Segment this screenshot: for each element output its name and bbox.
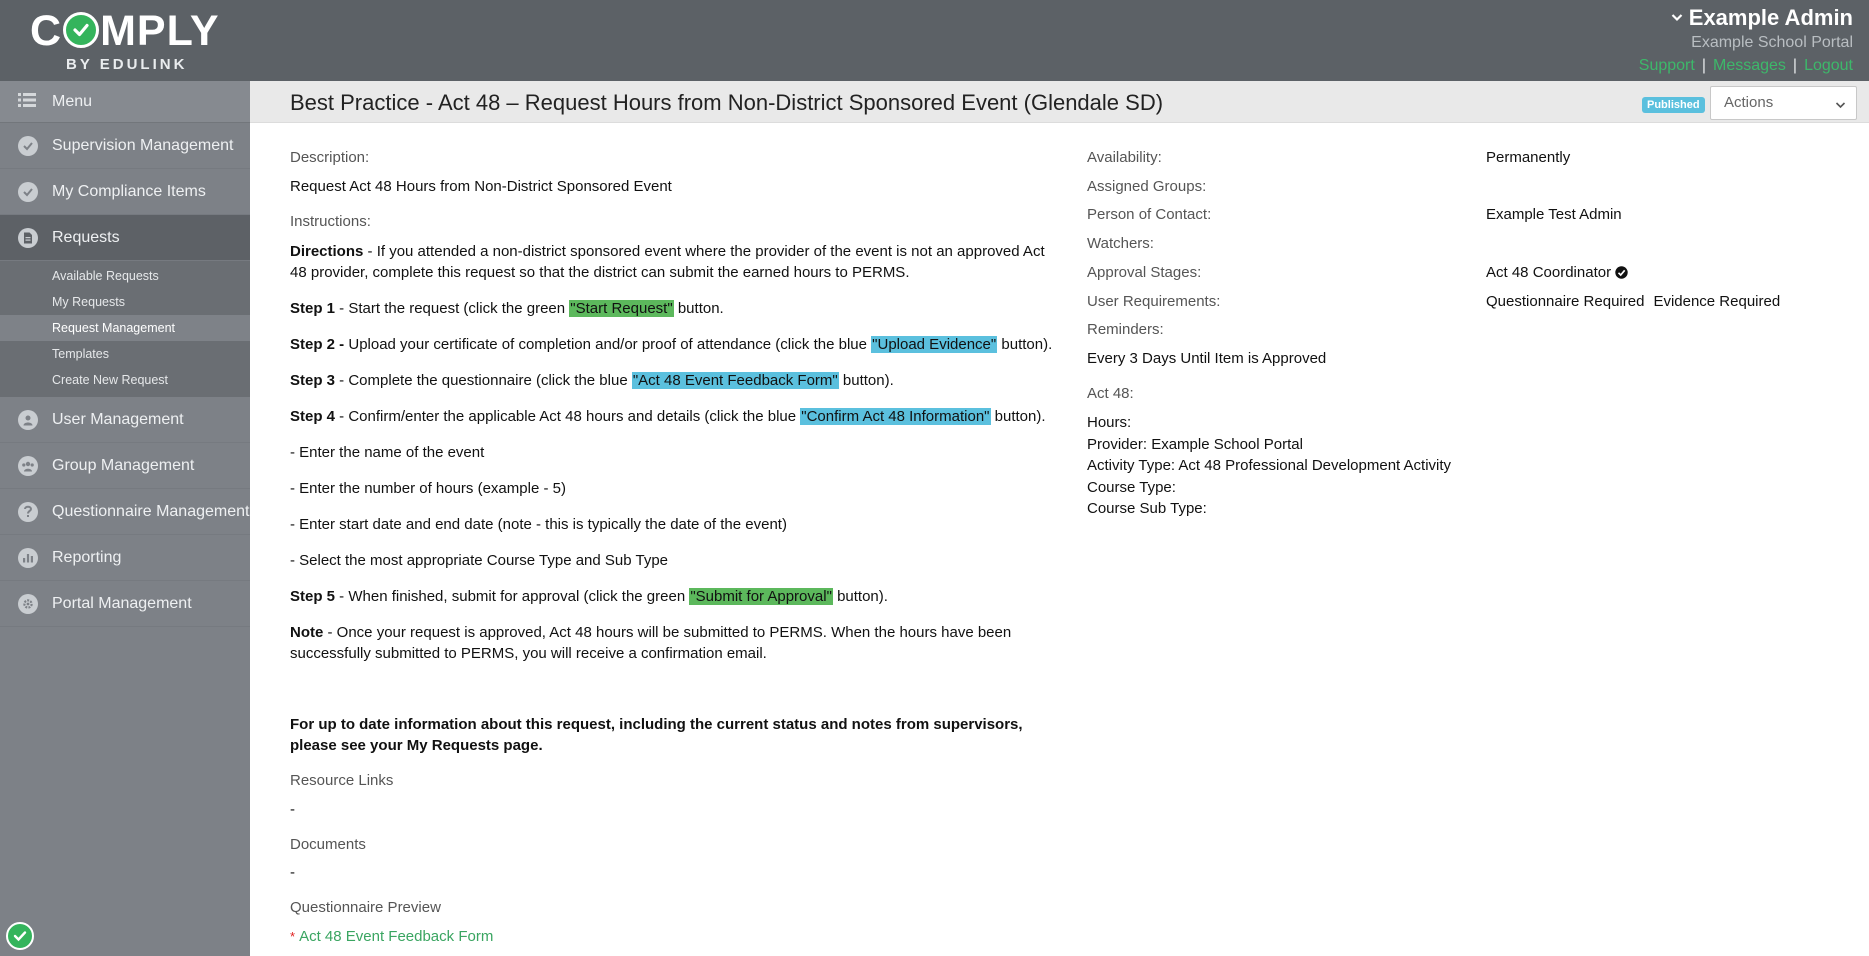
logo-text-right: MPLY — [100, 7, 220, 55]
directions-text: - If you attended a non-district sponsored event where the provider of the event is not an approved Act 48 provider, complete this request so that the district can submit the earned hours to PERMS. — [290, 243, 1045, 281]
step-2-paragraph — [290, 334, 1170, 355]
question-icon — [18, 502, 38, 522]
approval-stage-name: Act 48 Coordinator — [1486, 264, 1612, 281]
resource-links-label: Resource Links — [290, 772, 394, 789]
step-5-text: - When finished, submit for approval (click the green — [335, 588, 690, 605]
step-2-heading: Step 2 - — [290, 336, 345, 353]
availability-value: Permanently — [1486, 149, 1571, 166]
sidebar-item-label: Reporting — [52, 548, 122, 566]
group-icon — [18, 456, 38, 476]
step-2-text: Upload your certificate of completion and/or proof of attendance (click the blue — [344, 336, 872, 353]
upload-evidence-highlight: "Upload Evidence" — [872, 336, 997, 353]
step-5-text-end: button). — [832, 588, 888, 605]
gear-icon — [18, 594, 38, 614]
sidebar — [0, 81, 250, 956]
sidebar-item-reporting[interactable] — [0, 535, 250, 581]
assigned-groups-label: Assigned Groups: — [1087, 178, 1207, 195]
sidebar-subitem-request-management[interactable]: Request Management — [0, 315, 250, 341]
instructions-label: Instructions: — [290, 213, 371, 230]
step-3-heading: Step 3 — [290, 372, 336, 389]
sidebar-item-user-management[interactable] — [0, 397, 250, 443]
messages-link[interactable]: Messages — [1712, 57, 1786, 74]
sidebar-item-questionnaire-management[interactable] — [0, 489, 250, 535]
sidebar-subitem-my-requests[interactable]: My Requests — [52, 295, 125, 309]
step-3-text: - Complete the questionnaire (click the blue — [335, 372, 632, 389]
bar-chart-icon — [18, 548, 38, 568]
user-requirements-value — [1486, 293, 1780, 310]
title-bar — [250, 81, 1869, 123]
chevron-down-icon — [1835, 96, 1846, 113]
step-1-text-end: button. — [673, 300, 724, 317]
portal-name: Example School Portal — [1691, 34, 1853, 51]
user-requirements-label: User Requirements: — [1087, 293, 1221, 310]
link-separator: | — [1792, 57, 1798, 74]
feedback-form-highlight: "Act 48 Event Feedback Form" — [632, 372, 838, 389]
directions-heading: Directions — [290, 243, 364, 260]
main-content — [250, 123, 1869, 956]
approval-stage-item — [1486, 264, 1628, 281]
top-header — [0, 0, 1869, 81]
resource-links-value: - — [290, 801, 295, 818]
act48-course-sub-type: Course Sub Type: — [1087, 500, 1207, 517]
logo-wordmark — [30, 8, 220, 54]
sidebar-item-label: Requests — [52, 228, 120, 246]
sidebar-item-label: My Compliance Items — [52, 182, 206, 200]
act48-course-type: Course Type: — [1087, 479, 1176, 496]
act48-activity-type: Activity Type: Act 48 Professional Development Activity — [1087, 457, 1452, 474]
support-link[interactable]: Support — [1638, 57, 1695, 74]
page-title: Best Practice - Act 48 – Request Hours from Non-District Sponsored Event (Glendale SD) — [290, 90, 1164, 115]
menu-label: Menu — [52, 92, 93, 110]
check-circle-icon — [1615, 264, 1628, 281]
sidebar-item-label: Portal Management — [52, 594, 192, 612]
act48-label: Act 48: — [1087, 385, 1134, 402]
start-request-highlight: "Start Request" — [570, 300, 673, 317]
user-icon — [18, 410, 38, 430]
chevron-down-icon — [1671, 4, 1683, 30]
step-4-text: - Confirm/enter the applicable Act 48 hours and details (click the blue — [335, 408, 801, 425]
step-4-text-end: button). — [990, 408, 1046, 425]
sidebar-item-label: Group Management — [52, 456, 195, 474]
bullet-hours: - Enter the number of hours (example - 5) — [290, 480, 566, 497]
sidebar-item-my-compliance-items[interactable] — [0, 169, 250, 215]
step-5-paragraph — [290, 586, 1060, 607]
requirement-questionnaire: Questionnaire Required — [1486, 293, 1645, 310]
sidebar-item-label: Supervision Management — [52, 136, 234, 154]
sidebar-item-label: Questionnaire Management — [52, 502, 250, 520]
bullet-dates: - Enter start date and end date (note - this is typically the date of the event) — [290, 516, 787, 533]
sidebar-subitem-available-requests[interactable]: Available Requests — [52, 269, 159, 283]
note-paragraph — [290, 622, 1060, 664]
check-circle-icon — [18, 136, 38, 156]
comply-check-icon[interactable] — [6, 922, 34, 950]
actions-label: Actions — [1724, 94, 1774, 111]
act48-hours: Hours: — [1087, 414, 1132, 431]
person-of-contact-label: Person of Contact: — [1087, 206, 1212, 223]
confirm-act48-highlight: "Confirm Act 48 Information" — [801, 408, 990, 425]
user-block — [1639, 4, 1853, 77]
step-1-paragraph — [290, 298, 1060, 319]
questionnaire-preview-item — [290, 928, 493, 945]
sidebar-item-requests[interactable] — [0, 215, 250, 261]
directions-paragraph — [290, 241, 1060, 283]
requirement-evidence: Evidence Required — [1653, 293, 1781, 310]
actions-dropdown[interactable] — [1710, 86, 1857, 120]
reminders-label: Reminders: — [1087, 321, 1164, 338]
user-menu-toggle[interactable] — [1639, 4, 1853, 31]
act48-provider: Provider: Example School Portal — [1087, 436, 1303, 453]
user-name: Example Admin — [1688, 5, 1853, 30]
sidebar-menu-toggle[interactable] — [0, 81, 250, 123]
step-2-text-end: button). — [997, 336, 1053, 353]
list-icon — [18, 92, 36, 111]
link-separator: | — [1701, 57, 1706, 74]
requests-submenu — [0, 261, 250, 397]
step-4-paragraph — [290, 406, 1170, 427]
sidebar-item-supervision-management[interactable] — [0, 123, 250, 169]
description-label: Description: — [290, 149, 370, 166]
sidebar-item-group-management[interactable] — [0, 443, 250, 489]
reminders-value: Every 3 Days Until Item is Approved — [1087, 350, 1327, 367]
watchers-label: Watchers: — [1087, 235, 1154, 252]
step-3-text-end: button). — [838, 372, 894, 389]
sidebar-item-portal-management[interactable] — [0, 581, 250, 627]
submit-for-approval-highlight: "Submit for Approval" — [690, 588, 832, 605]
step-5-heading: Step 5 — [290, 588, 336, 605]
act48-feedback-form-link[interactable]: Act 48 Event Feedback Form — [299, 928, 494, 945]
my-requests-notice: For up to date information about this request, including the current status and notes from supervisors, please see your My Requests page. — [290, 716, 1023, 754]
description-value: Request Act 48 Hours from Non-District Sponsored Event — [290, 178, 672, 195]
step-1-text: - Start the request (click the green — [335, 300, 570, 317]
note-text: - Once your request is approved, Act 48 hours will be submitted to PERMS. When the hours have been successfully submitted to PERMS, you will receive a confirmation email. — [290, 624, 1012, 662]
person-of-contact-value: Example Test Admin — [1486, 206, 1622, 223]
questionnaire-preview-label: Questionnaire Preview — [290, 899, 441, 916]
document-icon — [18, 228, 38, 248]
documents-label: Documents — [290, 836, 366, 853]
required-asterisk-icon: * — [290, 929, 296, 944]
documents-value: - — [290, 864, 295, 881]
bullet-event-name: - Enter the name of the event — [290, 444, 485, 461]
logout-link[interactable]: Logout — [1804, 57, 1853, 74]
sidebar-subitem-create-new-request[interactable]: Create New Request — [52, 373, 169, 387]
step-4-heading: Step 4 — [290, 408, 336, 425]
availability-label: Availability: — [1087, 149, 1162, 166]
step-1-heading: Step 1 — [290, 300, 336, 317]
user-links — [1639, 55, 1853, 77]
bullet-course-type: - Select the most appropriate Course Type and Sub Type — [290, 552, 669, 569]
logo-text-left: C — [30, 7, 63, 55]
note-heading: Note — [290, 624, 324, 641]
sidebar-subitem-templates[interactable]: Templates — [52, 347, 109, 361]
approval-stages-label: Approval Stages: — [1087, 264, 1202, 281]
step-3-paragraph — [290, 370, 1060, 391]
check-circle-icon — [18, 182, 38, 202]
logo-subtext: BY EDULINK — [66, 56, 188, 73]
logo-check-icon — [63, 12, 99, 48]
comply-logo[interactable] — [30, 8, 220, 72]
status-badge: Published — [1642, 97, 1705, 113]
sidebar-item-label: User Management — [52, 410, 184, 428]
